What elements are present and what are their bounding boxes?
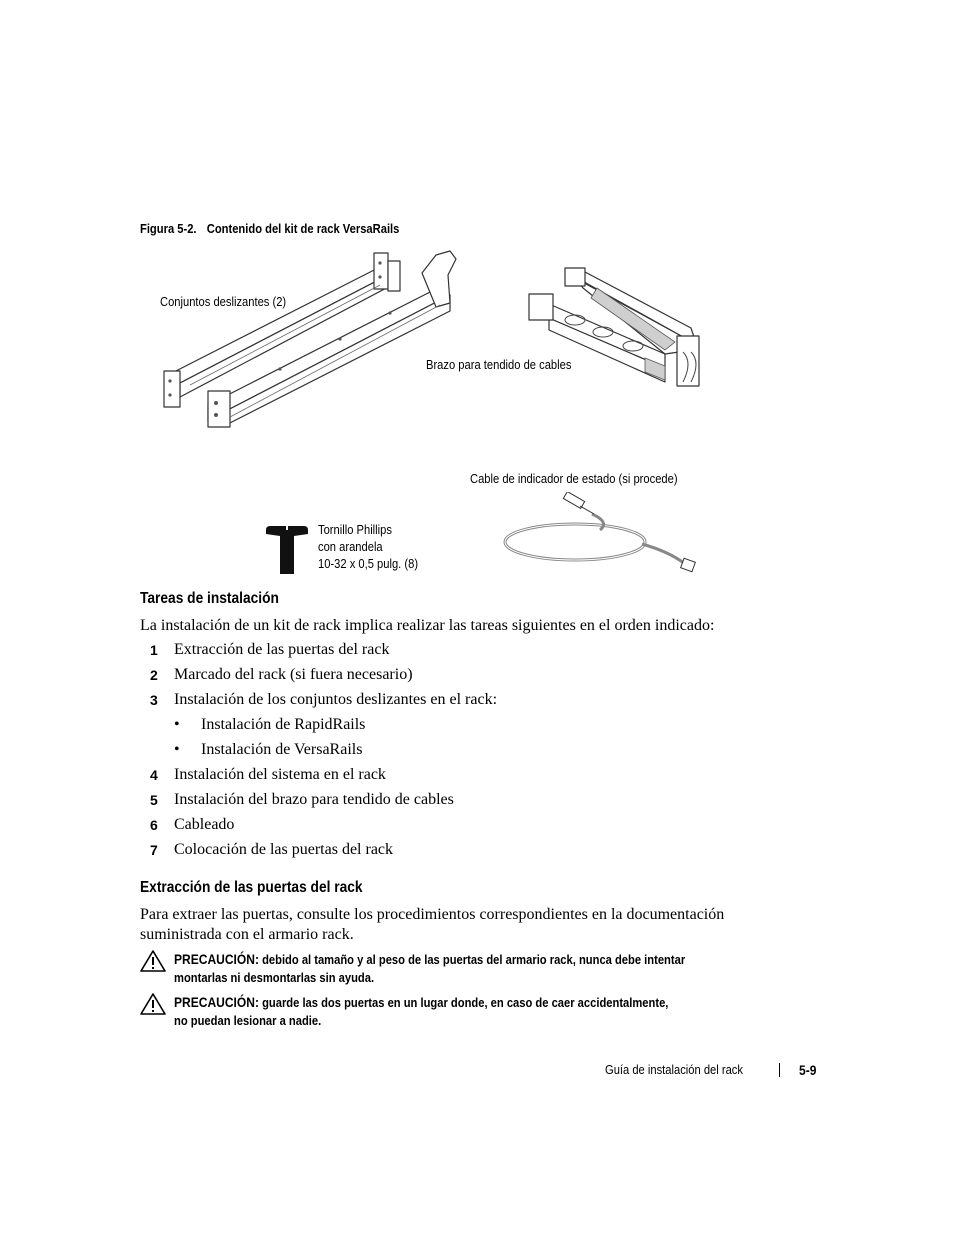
- heading-remove-doors: Extracción de las puertas del rack: [140, 879, 363, 896]
- caution-text-line-1: debido al tamaño y al peso de las puertas del armario rack, nunca debe intentar: [262, 952, 686, 967]
- step-text: Instalación del sistema en el rack: [174, 766, 386, 783]
- doors-paragraph-line-2: suministrada con el armario rack.: [140, 926, 354, 943]
- bullet: •: [174, 741, 180, 758]
- intro-paragraph: La instalación de un kit de rack implica realizar las tareas siguientes en el orden indicado:: [140, 617, 715, 634]
- step-number: 3: [150, 692, 158, 708]
- step-text: Cableado: [174, 816, 235, 833]
- step-number: 4: [150, 767, 158, 783]
- label-screw-line-1: Tornillo Phillips: [318, 522, 392, 537]
- doors-paragraph: [140, 905, 760, 945]
- substep-text: Instalación de RapidRails: [201, 716, 366, 733]
- step-number: 7: [150, 842, 158, 858]
- warning-triangle-icon: [140, 993, 166, 1015]
- footer-separator: [779, 1063, 780, 1077]
- caution-text-line-2: montarlas ni desmontarlas sin ayuda.: [174, 970, 375, 985]
- caution-lead: PRECAUCIÓN:: [174, 951, 259, 967]
- figure-number: Figura 5-2.: [140, 221, 197, 236]
- label-cable-arm: Brazo para tendido de cables: [426, 357, 572, 372]
- phillips-screw-illustration: [264, 524, 310, 576]
- warning-triangle-icon: [140, 950, 166, 972]
- doors-paragraph-line-1: Para extraer las puertas, consulte los procedimientos correspondientes en la documentación: [140, 906, 725, 923]
- step-number: 5: [150, 792, 158, 808]
- step-text: Extracción de las puertas del rack: [174, 641, 390, 658]
- label-status-cable: Cable de indicador de estado (si procede): [470, 471, 678, 486]
- figure-caption: [140, 221, 399, 236]
- label-screw-line-3: 10-32 x 0,5 pulg. (8): [318, 556, 419, 571]
- step-text: Instalación de los conjuntos deslizantes en el rack:: [174, 691, 498, 708]
- substep-text: Instalación de VersaRails: [201, 741, 363, 758]
- label-screw-line-2: con arandela: [318, 539, 383, 554]
- caution-notice: [140, 950, 760, 990]
- cable-arm-illustration: [515, 258, 710, 393]
- figure-title: Contenido del kit de rack VersaRails: [206, 221, 400, 236]
- bullet: •: [174, 716, 180, 733]
- step-text: Instalación del brazo para tendido de cables: [174, 791, 454, 808]
- caution-text-line-2: no puedan lesionar a nadie.: [174, 1013, 322, 1028]
- step-text: Marcado del rack (si fuera necesario): [174, 666, 413, 683]
- step-number: 6: [150, 817, 158, 833]
- step-text: Colocación de las puertas del rack: [174, 841, 394, 858]
- slide-rails-illustration: [160, 245, 470, 430]
- footer-title: Guía de instalación del rack: [605, 1062, 743, 1077]
- heading-installation-tasks: Tareas de instalación: [140, 590, 279, 607]
- caution-text-line-1: guarde las dos puertas en un lugar donde, en caso de caer accidentalmente,: [262, 995, 669, 1010]
- page-number: 5-9: [799, 1062, 817, 1078]
- label-screw: [318, 521, 418, 572]
- step-number: 2: [150, 667, 158, 683]
- step-number: 1: [150, 642, 158, 658]
- status-cable-illustration: [500, 492, 705, 577]
- caution-notice: [140, 993, 760, 1033]
- caution-lead: PRECAUCIÓN:: [174, 994, 259, 1010]
- label-slide-rails: Conjuntos deslizantes (2): [160, 294, 287, 309]
